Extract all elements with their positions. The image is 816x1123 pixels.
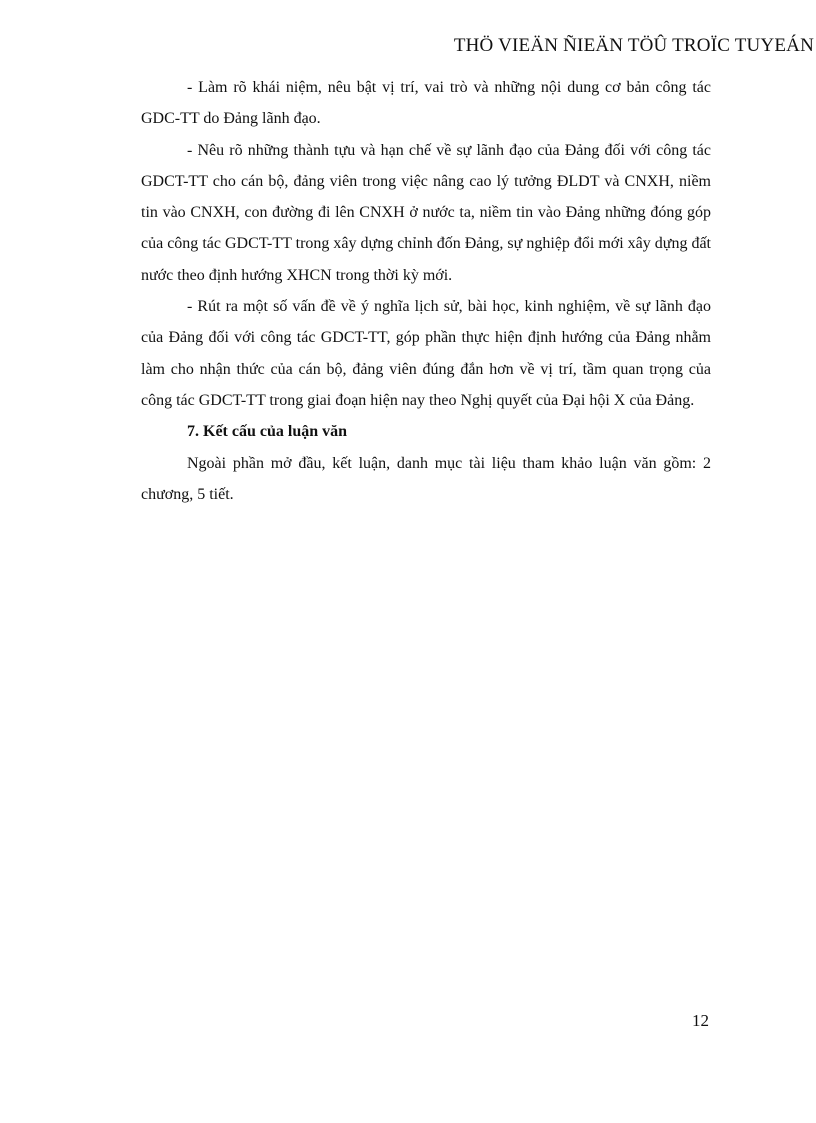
structure-paragraph: Ngoài phần mở đầu, kết luận, danh mục tài liệu tham khảo luận văn gồm: 2 chương, 5 tiết. [141, 454, 711, 503]
page-number: 12 [692, 1011, 709, 1030]
library-header: THÖ VIEÄN ÑIEÄN TÖÛ TROÏC TUYEÁN [453, 35, 814, 56]
objective-paragraph-3: - Rút ra một số vấn đề về ý nghĩa lịch sử, bài học, kinh nghiệm, về sự lãnh đạo của Đảng đối với công tác GDCT-TT, góp phần thực hiện định hướng của Đảng nhằm làm cho nhận thức của cán bộ, đảng viên đúng đắn hơn về vị trí, tầm quan trọng của công tác GDCT-TT trong giai đoạn hiện nay theo Nghị quyết của Đại hội X của Đảng. [141, 298, 711, 409]
objective-paragraph-2: - Nêu rõ những thành tựu và hạn chế về sự lãnh đạo của Đảng đối với công tác GDCT-TT cho cán bộ, đảng viên trong việc nâng cao lý tưởng ĐLDT và CNXH, niềm tin vào CNXH, con đường đi lên CNXH ở nước ta, niềm tin vào Đảng những đóng góp của công tác GDCT-TT trong xây dựng chỉnh đốn Đảng, sự nghiệp đổi mới xây dựng đất nước theo định hướng XHCN trong thời kỳ mới. [141, 141, 711, 284]
objective-paragraph-1: - Làm rõ khái niệm, nêu bật vị trí, vai trò và những nội dung cơ bản công tác GDC-TT do Đảng lãnh đạo. [141, 79, 711, 128]
section-heading: 7. Kết cấu của luận văn [187, 423, 348, 441]
document-body [141, 72, 711, 510]
